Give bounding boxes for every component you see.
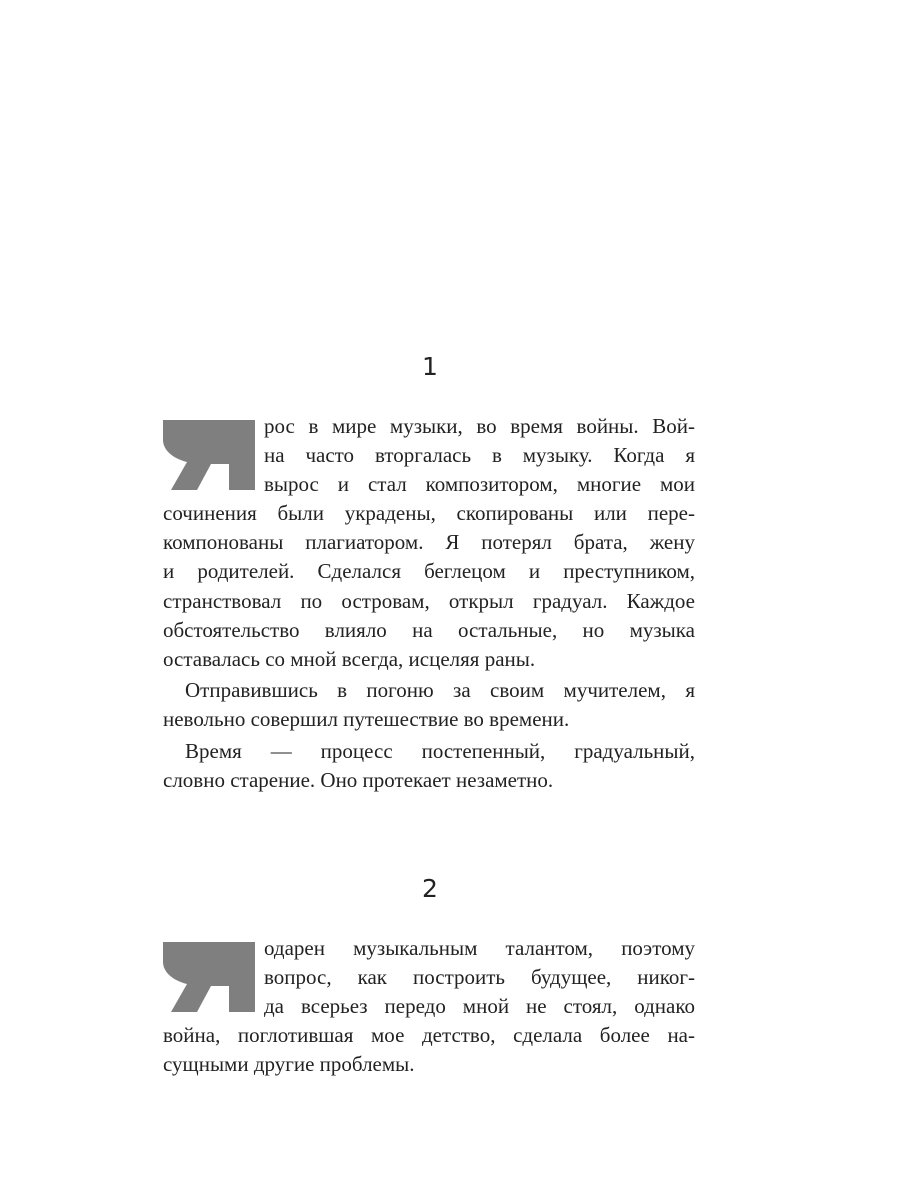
text-line: сочинения были украдены, скопированы или пере- xyxy=(163,501,695,525)
text-line: словно старение. Оно протекает незаметно. xyxy=(163,768,554,792)
text-line: оставалась со мной всегда, исцеляя раны. xyxy=(163,647,536,671)
text-line: вырос и стал композитором, многие мои xyxy=(264,472,695,496)
drop-cap-letter xyxy=(163,418,255,490)
text-line: странствовал по островам, открыл градуал. Каждое xyxy=(163,589,695,613)
text-line: да всерьез передо мной не стоял, однако xyxy=(264,994,695,1018)
text-line: Время — процесс постепенный, градуальный, xyxy=(185,739,695,763)
chapter-number: 2 xyxy=(422,874,438,903)
text-line: и родителей. Сделался беглецом и преступником, xyxy=(163,559,695,583)
text-line: обстоятельство влияло на остальные, но музыка xyxy=(163,618,695,642)
chapter-number: 1 xyxy=(422,352,438,381)
drop-cap-letter xyxy=(163,940,255,1012)
text-line: вопрос, как построить будущее, никог- xyxy=(264,965,695,989)
text-line: на часто вторгалась в музыку. Когда я xyxy=(264,443,695,467)
text-line: сущными другие проблемы. xyxy=(163,1052,415,1076)
text-line: война, поглотившая мое детство, сделала более на- xyxy=(163,1023,695,1047)
text-line: невольно совершил путешествие во времени. xyxy=(163,707,570,731)
text-line: Отправившись в погоню за своим мучителем, я xyxy=(185,678,695,702)
text-line: компонованы плагиатором. Я потерял брата, жену xyxy=(163,530,695,554)
text-line: одарен музыкальным талантом, поэтому xyxy=(264,936,695,960)
text-line: рос в мире музыки, во время войны. Вой- xyxy=(264,414,695,438)
